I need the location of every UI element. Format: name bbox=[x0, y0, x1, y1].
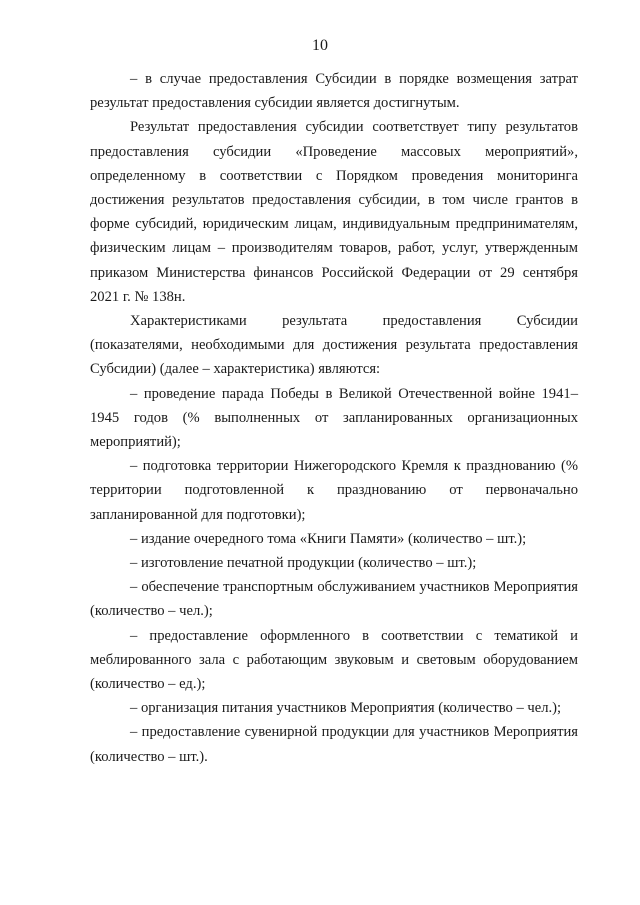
list-item-victory-parade: – проведение парада Победы в Великой Отечественной войне 1941–1945 годов (% выполненных от запланированных организационных мероприятий); bbox=[90, 385, 578, 451]
list-item-book-of-memory: – издание очередного тома «Книги Памяти» (количество – шт.); bbox=[130, 530, 527, 547]
list-item-catering: – организация питания участников Мероприятия (количество – чел.); bbox=[130, 700, 562, 717]
paragraph-subsidy-achieved: – в случае предоставления Субсидии в порядке возмещения затрат результат предоставления субсидии является достигнутым. bbox=[90, 71, 578, 112]
list-item-furnished-hall: – предоставление оформленного в соответствии с тематикой и меблированного зала с работающим звуковым и световым оборудованием (количество – ед.); bbox=[90, 627, 578, 693]
document-body bbox=[90, 67, 578, 769]
list-item-printed-products: – изготовление печатной продукции (количество – шт.); bbox=[130, 555, 477, 572]
list-item-souvenirs: – предоставление сувенирной продукции для участников Мероприятия (количество – шт.). bbox=[90, 724, 578, 765]
page-number: 10 bbox=[312, 37, 328, 54]
list-item-kremlin-preparation: – подготовка территории Нижегородского Кремля к празднованию (% территории подготовленной к празднованию от первоначально запланированной для подготовки); bbox=[90, 458, 578, 523]
paragraph-characteristics-intro: Характеристиками результата предоставления Субсидии (показателями, необходимыми для достижения результата предоставления Субсидии) (далее – характеристика) являются: bbox=[90, 313, 578, 378]
paragraph-result-type: Результат предоставления субсидии соответствует типу результатов предоставления субсидии «Проведение массовых мероприятий», определенному в соответствии с Порядком проведения мониторинга достижения результатов предоставления субсидии, в том числе грантов в форме субсидий, юридическим лицам, индивидуальным предпринимателям, физическим лицам – производителям товаров, работ, услуг, утвержденным приказом Министерства финансов Российской Федерации от 29 сентября 2021 г. № 138н. bbox=[90, 119, 578, 305]
list-item-transport-service: – обеспечение транспортным обслуживанием участников Мероприятия (количество – чел.); bbox=[90, 579, 578, 620]
